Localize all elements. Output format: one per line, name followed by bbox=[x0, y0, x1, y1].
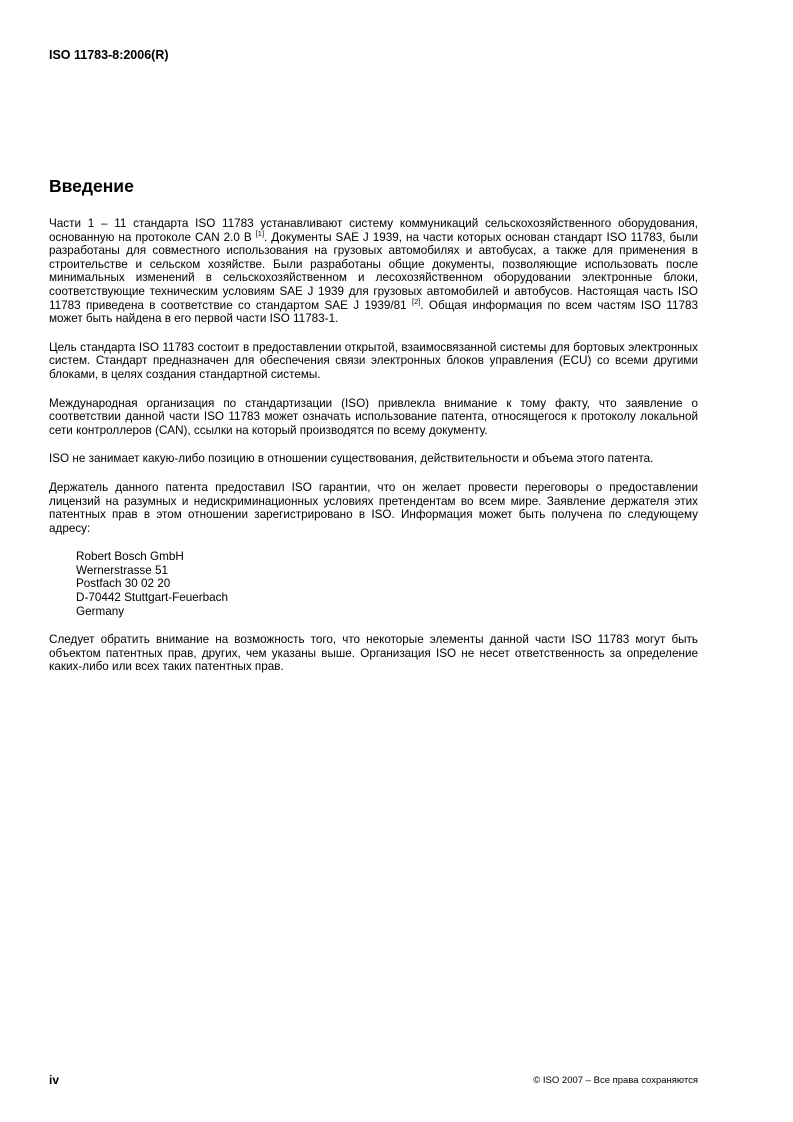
address-line: Robert Bosch GmbH bbox=[76, 550, 184, 564]
section-title: Введение bbox=[49, 176, 134, 196]
reference-2: [2] bbox=[411, 296, 421, 306]
paragraph-5: Держатель данного патента предоставил ISO гарантии, что он желает провести переговоры о предоставлении лицензий на разумных и недискриминационных условиях претендентам во всем мире. Заявление держателя этих патентных прав в этом отношении зарегистрировано в ISO. Информация может быть получена по следующему адресу: bbox=[49, 480, 698, 535]
patent-holder-address bbox=[76, 550, 698, 618]
address-line: Postfach 30 02 20 bbox=[76, 577, 171, 591]
copyright-notice: © ISO 2007 – Все права сохраняются bbox=[533, 1075, 698, 1086]
document-id: ISO 11783-8:2006(R) bbox=[49, 48, 169, 62]
paragraph-6: Следует обратить внимание на возможность того, что некоторые элементы данной части ISO 11783 могут быть объектом патентных прав, других, чем указаны выше. Организация ISO не несет ответственность за определение каких-либо или всех таких патентных прав. bbox=[49, 633, 698, 674]
reference-1: [1] bbox=[255, 228, 265, 238]
address-line: Germany bbox=[76, 604, 125, 618]
paragraph-1-text-c: . Общая информация по всем частям ISO 11783 может быть найдена в его первой части ISO 11783-1. bbox=[49, 298, 699, 326]
paragraph-1-text-b: . Документы SAE J 1939, на части которых основан стандарт ISO 11783, были разработаны для совместного использования на грузовых автомобилях и автобусах, а также для применения в строительстве и сельском хозяйстве. Были разработаны общие документы, позволяющие использовать после минимальных изменений в сельскохозяйственном и лесохозяйственном оборудовании электронные блоки, соответствующие техническим условиям SAE J 1939 для грузовых автомобилей и автобусов. Настоящая часть ISO 11783 приведена в соответствие со стандартом SAE J 1939/81 bbox=[49, 230, 698, 312]
address-line: D-70442 Stuttgart-Feuerbach bbox=[76, 591, 229, 605]
paragraph-1-text-a: Части 1 – 11 стандарта ISO 11783 устанавливают систему коммуникаций сельскохозяйственного оборудования, основанную на протоколе CAN 2.0 B bbox=[49, 217, 698, 244]
paragraph-3: Международная организация по стандартизации (ISO) привлекла внимание к тому факту, что заявление о соответствии данной части ISO 11783 может означать использование патента, относящегося к протоколу локальной сети контроллеров (CAN), ссылки на который производятся по всему документу. bbox=[49, 396, 698, 437]
paragraph-2: Цель стандарта ISO 11783 состоит в предоставлении открытой, взаимосвязанной системы для бортовых электронных систем. Стандарт предназначен для обеспечения связи электронных блоков управления (ECU) со всеми другими блоками, в целях создания стандартной системы. bbox=[49, 340, 698, 381]
address-line: Wernerstrasse 51 bbox=[76, 563, 169, 577]
paragraph-1 bbox=[49, 217, 698, 326]
page-number: iv bbox=[49, 1073, 60, 1087]
paragraph-4: ISO не занимает какую-либо позицию в отношении существования, действительности и объема этого патента. bbox=[49, 452, 654, 466]
document-body bbox=[49, 217, 698, 689]
